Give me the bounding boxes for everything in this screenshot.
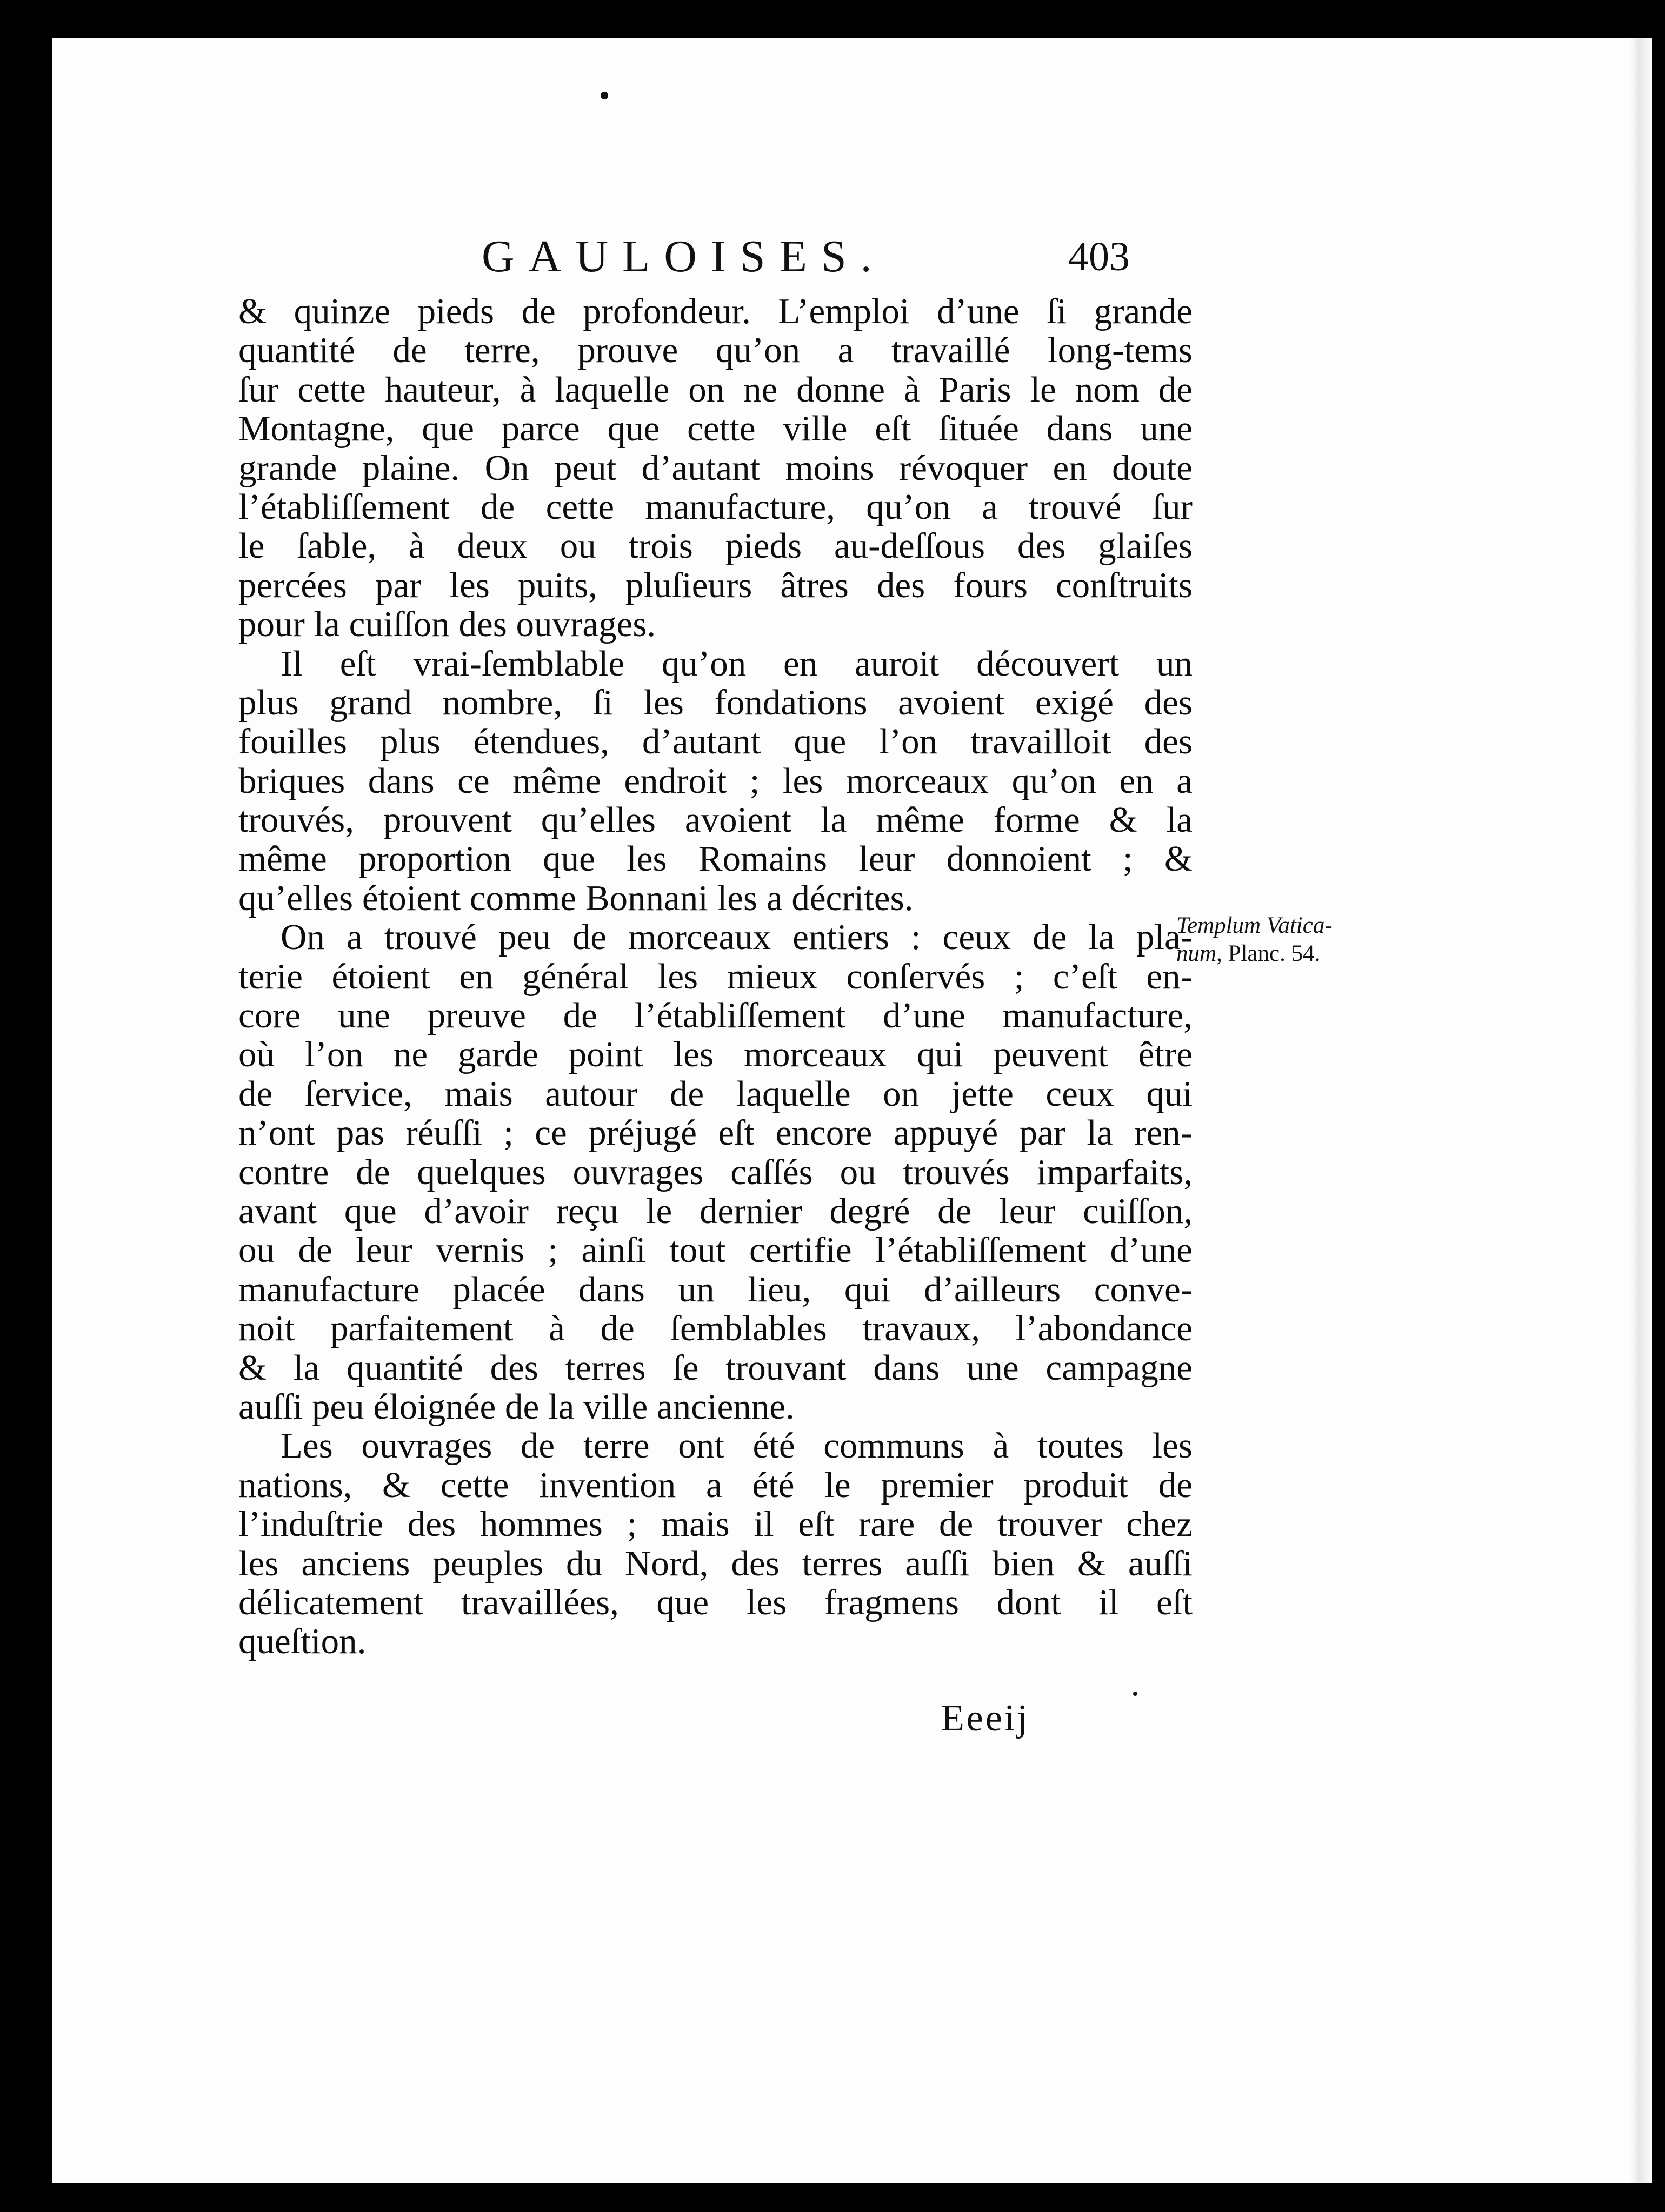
- text-line: l’établiſſement de cette manufacture, qu’on a trouvé ſur: [238, 486, 1193, 527]
- marginal-note-title-end: num: [1176, 941, 1217, 966]
- text-line: Montagne, que parce que cette ville eſt ſituée dans une: [238, 409, 1193, 449]
- marginal-note-title: Templum Vatica-: [1176, 913, 1333, 938]
- text-line: où l’on ne garde point les morceaux qui peuvent être: [238, 1034, 1193, 1075]
- ink-speck: [1133, 1692, 1137, 1696]
- page-number: 403: [1068, 234, 1130, 279]
- text-line: nations, & cette invention a été le premier produit de: [238, 1465, 1193, 1505]
- text-line: Il eſt vrai-ſemblable qu’on en auroit découvert un: [281, 643, 1193, 684]
- page-fold-edge: [1630, 38, 1652, 2183]
- text-line: pour la cuiſſon des ouvrages.: [238, 604, 656, 645]
- text-line: même proportion que les Romains leur donnoient ; &: [238, 839, 1193, 879]
- text-line: le ſable, à deux ou trois pieds au-deſſous des glaiſes: [238, 526, 1193, 566]
- text-line: qu’elles étoient comme Bonnani les a décrites.: [238, 878, 914, 918]
- paragraph: [238, 918, 1193, 1426]
- text-line: de ſervice, mais autour de laquelle on jette ceux qui: [238, 1073, 1193, 1114]
- running-header: [52, 224, 1241, 289]
- paragraph: [238, 292, 1193, 644]
- text-line: avant que d’avoir reçu le dernier degré de leur cuiſſon,: [238, 1191, 1193, 1231]
- marginal-note-plate-ref: , Planc. 54.: [1216, 941, 1321, 966]
- marginal-note: [1176, 912, 1403, 968]
- marginal-note-line: [1176, 912, 1403, 940]
- text-line: queſtion.: [238, 1621, 367, 1662]
- text-line: l’induſtrie des hommes ; mais il eſt rare de trouver chez: [238, 1504, 1193, 1545]
- text-line: percées par les puits, pluſieurs âtres des fours conſtruits: [238, 565, 1193, 605]
- text-line: ou de leur vernis ; ainſi tout certifie l’établiſſement d’une: [238, 1230, 1193, 1271]
- text-line: plus grand nombre, ſi les fondations avoient exigé des: [238, 682, 1193, 723]
- text-line: contre de quelques ouvrages caſſés ou trouvés imparfaits,: [238, 1152, 1193, 1192]
- text-line: fouilles plus étendues, d’autant que l’on travailloit des: [238, 721, 1193, 762]
- book-page: [52, 38, 1652, 2183]
- text-line: grande plaine. On peut d’autant moins révoquer en doute: [238, 447, 1193, 488]
- text-line: & la quantité des terres ſe trouvant dans une campagne: [238, 1347, 1193, 1388]
- text-line: briques dans ce même endroit ; les morceaux qu’on en a: [238, 760, 1193, 801]
- text-line: n’ont pas réuſſi ; ce préjugé eſt encore appuyé par la ren-: [238, 1113, 1193, 1153]
- text-line: délicatement travaillées, que les fragmens dont il eſt: [238, 1582, 1193, 1622]
- text-line: les anciens peuples du Nord, des terres auſſi bien & auſſi: [238, 1543, 1193, 1583]
- body-text: [238, 292, 1193, 1661]
- text-line: manufacture placée dans un lieu, qui d’ailleurs conve-: [238, 1269, 1193, 1309]
- text-line: core une preuve de l’établiſſement d’une manufacture,: [238, 995, 1193, 1036]
- text-line: auſſi peu éloignée de la ville ancienne.: [238, 1386, 795, 1427]
- text-line: noit parfaitement à de ſemblables travaux, l’abondance: [238, 1308, 1193, 1349]
- running-title: GAULOISES.: [482, 231, 886, 282]
- paragraph: [238, 644, 1193, 918]
- paragraph: [238, 1426, 1193, 1661]
- signature-mark: Eeeij: [941, 1698, 1030, 1739]
- text-line: quantité de terre, prouve qu’on a travaillé long-tems: [238, 330, 1193, 371]
- text-line: On a trouvé peu de morceaux entiers : ceux de la pla-: [281, 917, 1193, 958]
- text-line: terie étoient en général les mieux conſervés ; c’eſt en-: [238, 956, 1193, 997]
- text-line: & quinze pieds de profondeur. L’emploi d’une ſi grande: [238, 291, 1193, 331]
- ink-speck: [601, 92, 608, 99]
- marginal-note-line: [1176, 940, 1403, 968]
- text-line: Les ouvrages de terre ont été communs à toutes les: [281, 1426, 1193, 1466]
- text-line: ſur cette hauteur, à laquelle on ne donne à Paris le nom de: [238, 369, 1193, 410]
- text-line: trouvés, prouvent qu’elles avoient la même forme & la: [238, 800, 1193, 840]
